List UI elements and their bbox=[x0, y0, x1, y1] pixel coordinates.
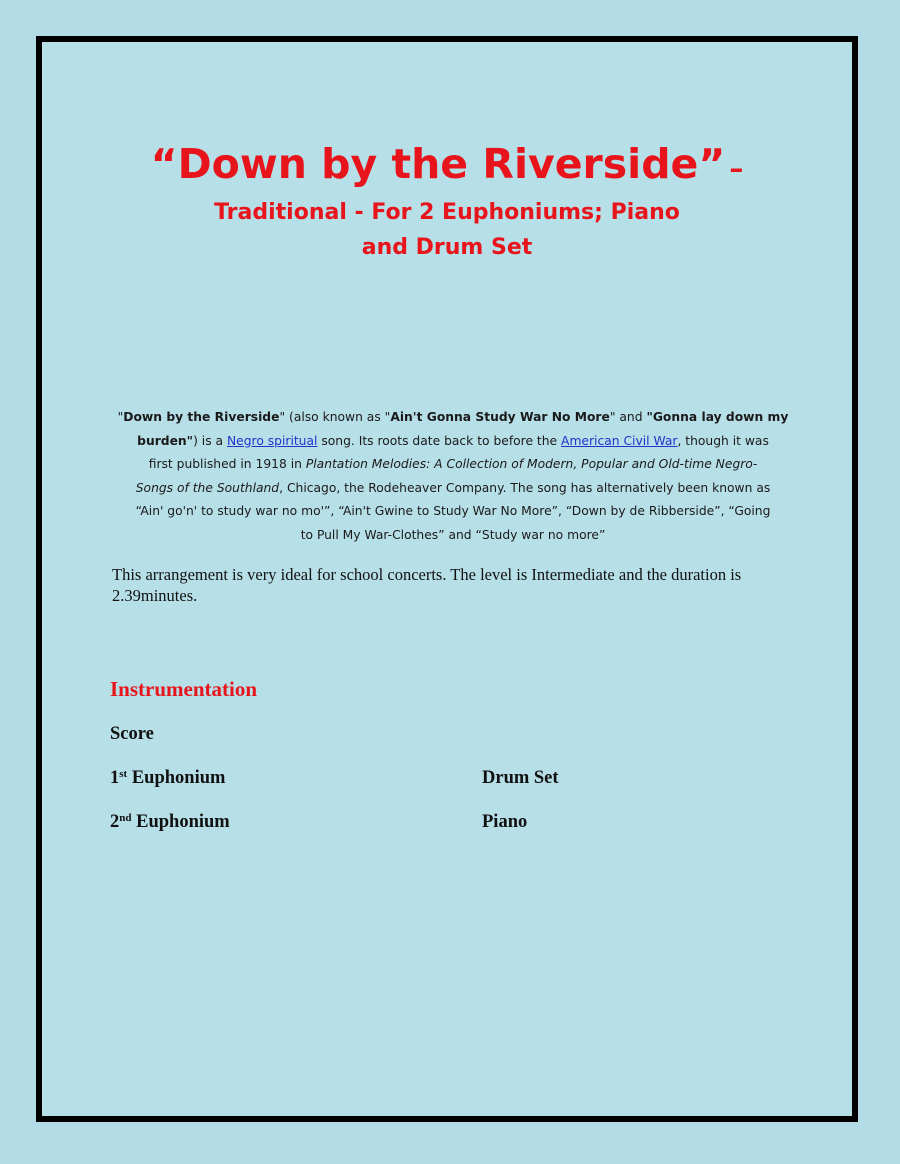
arrangement-note: This arrangement is very ideal for school concerts. The level is Intermediate and the duration is 2.39minutes. bbox=[112, 565, 742, 605]
instrument-drum-set: Drum Set bbox=[482, 768, 559, 788]
book-title-italic-2: Songs of the Southland bbox=[135, 480, 280, 495]
negro-spiritual-link[interactable]: Negro spiritual bbox=[226, 433, 318, 448]
instrument-euphonium-2: 2nd Euphonium bbox=[110, 812, 230, 832]
page-border-frame bbox=[36, 36, 858, 1122]
description-line-1: "Down by the Riverside" (also known as "Ain't Gonna Study War No More" and "Gonna lay down my bbox=[117, 410, 789, 424]
description-line-2: burden") is a Negro spiritual song. Its roots date back to before the American Civil War, though it was bbox=[137, 433, 769, 448]
subtitle-line-2: and Drum Set bbox=[361, 235, 533, 260]
description-line-6: to Pull My War-Clothes” and “Study war no more” bbox=[300, 527, 606, 542]
song-title-bold: Down by the Riverside bbox=[123, 410, 280, 424]
instrumentation-heading: Instrumentation bbox=[110, 677, 258, 701]
instrument-piano: Piano bbox=[482, 812, 528, 832]
american-civil-war-link[interactable]: American Civil War bbox=[561, 433, 678, 448]
instrument-score: Score bbox=[110, 724, 154, 744]
alt-title-bold: Ain't Gonna Study War No More bbox=[390, 410, 610, 424]
title-text: “Down by the Riverside” bbox=[150, 140, 726, 188]
title-dash: – bbox=[729, 152, 744, 185]
alt-title-bold-2: "Gonna lay down my bbox=[646, 410, 789, 424]
description-line-5: “Ain' go'n' to study war no mo'”, “Ain't Gwine to Study War No More”, “Down by de Ribberside”, “Going bbox=[135, 504, 771, 518]
description-line-4: Songs of the Southland, Chicago, the Rodeheaver Company. The song has alternatively been known as bbox=[135, 480, 771, 495]
description-line-3: first published in 1918 in Plantation Melodies: A Collection of Modern, Popular and Old-time Negro- bbox=[148, 457, 758, 471]
page-title bbox=[42, 140, 852, 193]
book-title-italic: Plantation Melodies: A Collection of Modern, Popular and Old-time Negro- bbox=[305, 457, 758, 471]
instrument-euphonium-1: 1st Euphonium bbox=[110, 768, 226, 788]
subtitle-line-1: Traditional - For 2 Euphoniums; Piano bbox=[214, 200, 680, 225]
description-paragraph bbox=[112, 406, 794, 547]
